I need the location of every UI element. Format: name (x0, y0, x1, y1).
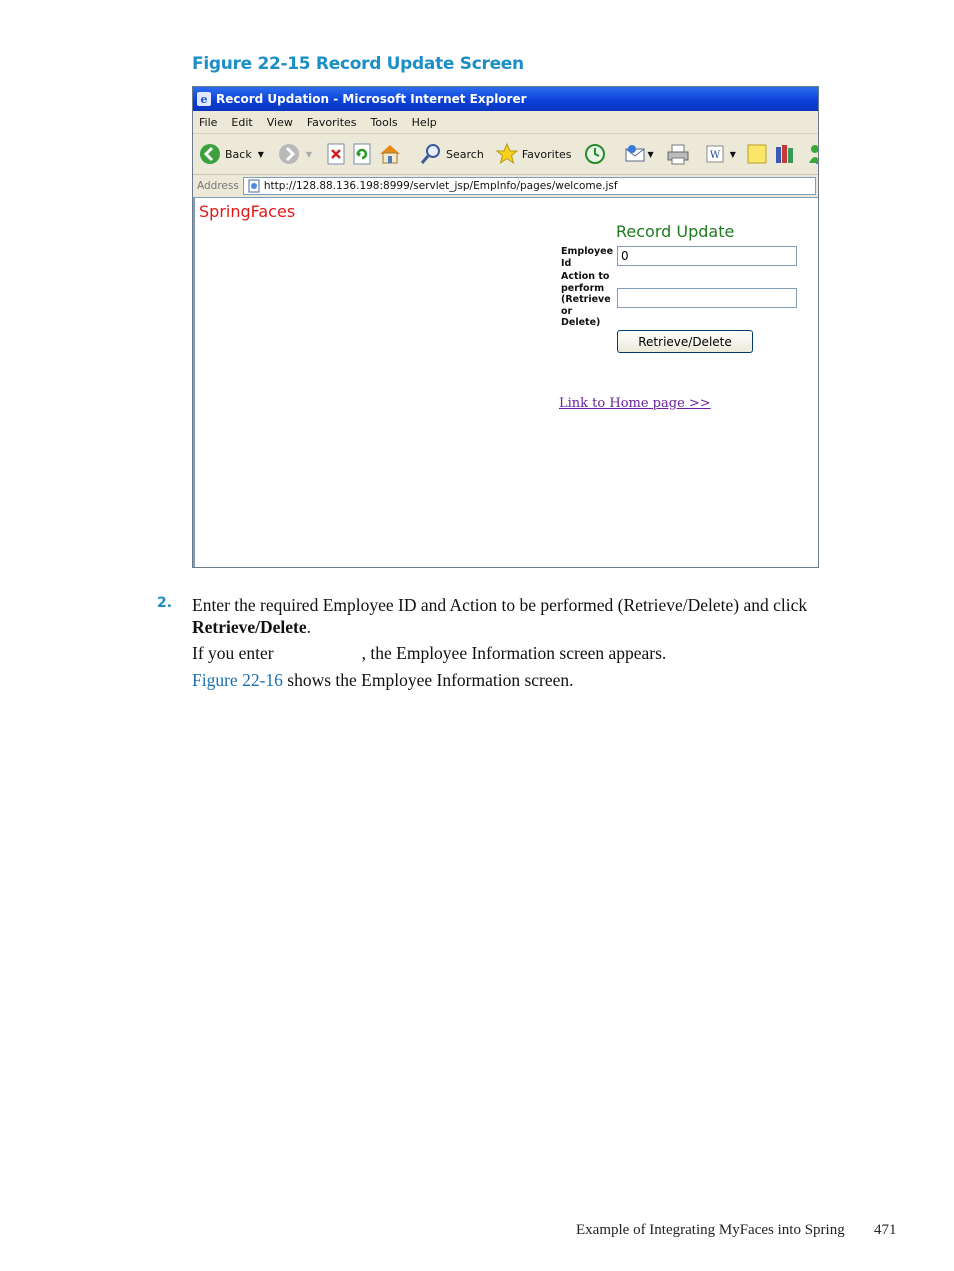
figure-ref-suffix: shows the Employee Information screen. (282, 670, 574, 690)
address-url: http://128.88.136.198:8999/servlet_jsp/EmpInfo/pages/welcome.jsf (263, 180, 618, 192)
employee-id-label: Employee Id (561, 246, 614, 269)
page-number: 471 (874, 1222, 897, 1238)
ie-logo-icon (197, 92, 211, 106)
research-books-icon (774, 143, 796, 165)
favorites-label: Favorites (521, 147, 572, 161)
back-label: Back (225, 147, 252, 161)
result-paragraph (192, 642, 666, 664)
step-paragraph: Enter the required Employee ID and Action to be performed (Retrieve/Delete) and click Retrieve/Delete. (192, 595, 808, 637)
form-title: Record Update (616, 222, 735, 241)
address-input[interactable] (243, 177, 816, 195)
svg-text:e: e (200, 93, 208, 106)
browser-screenshot (192, 86, 819, 568)
mail-icon (624, 143, 648, 165)
action-input[interactable] (617, 288, 797, 308)
mail-dropdown-icon[interactable]: ▼ (647, 149, 654, 159)
favorites-star-icon (496, 143, 518, 165)
print-button[interactable] (666, 143, 690, 165)
step-bold: Retrieve/Delete (192, 617, 307, 637)
step-number: 2. (157, 595, 173, 611)
messenger-icon (806, 143, 819, 165)
stop-icon (326, 143, 346, 165)
step-text: Enter the required Employee ID and Action to be performed (Retrieve/Delete) and click (192, 595, 808, 615)
discuss-button[interactable] (746, 143, 768, 165)
if-suffix: , the Employee Information screen appears. (361, 643, 667, 663)
research-button[interactable] (774, 143, 796, 165)
note-icon (746, 143, 768, 165)
if-prefix: If you enter (192, 643, 274, 663)
forward-arrow-icon (278, 143, 300, 165)
menu-tools[interactable]: Tools (370, 115, 398, 129)
page-icon (247, 179, 261, 193)
favorites-button[interactable] (496, 143, 572, 165)
figure-ref-link[interactable]: Figure 22-16 (192, 670, 283, 690)
search-button[interactable] (420, 143, 484, 165)
refresh-button[interactable] (352, 143, 372, 165)
menu-favorites[interactable]: Favorites (306, 115, 357, 129)
action-label: Action to perform (Retrieve or Delete) (561, 271, 611, 328)
browser-title-bar (193, 87, 818, 111)
figure-caption: Figure 22-15 Record Update Screen (192, 54, 524, 74)
footer-section-title: Example of Integrating MyFaces into Spring (576, 1222, 845, 1238)
brand-logo: SpringFaces (199, 202, 296, 221)
stop-button[interactable] (326, 143, 346, 165)
refresh-icon (352, 143, 372, 165)
messenger-button[interactable] (806, 143, 819, 165)
search-label: Search (446, 147, 484, 161)
back-dropdown-icon[interactable]: ▼ (257, 149, 264, 159)
browser-title: Record Updation - Microsoft Internet Explorer (216, 92, 527, 106)
back-arrow-icon (199, 143, 221, 165)
edit-dropdown-icon[interactable]: ▼ (729, 149, 736, 159)
menu-view[interactable]: View (266, 115, 293, 129)
mail-button[interactable] (624, 143, 654, 165)
browser-toolbar (193, 134, 818, 175)
word-icon (706, 145, 724, 163)
address-label: Address (197, 180, 239, 192)
figure-ref-paragraph (192, 669, 574, 691)
menu-file[interactable]: File (199, 115, 218, 129)
retrieve-delete-button[interactable]: Retrieve/Delete (617, 330, 753, 353)
menu-edit[interactable]: Edit (231, 115, 253, 129)
edit-word-button[interactable] (706, 145, 736, 163)
search-icon (420, 143, 442, 165)
employee-id-input[interactable] (617, 246, 797, 266)
home-icon (378, 143, 402, 165)
history-icon (584, 143, 606, 165)
svg-text:W: W (709, 150, 720, 161)
back-button[interactable] (199, 143, 264, 165)
print-icon (666, 143, 690, 165)
home-button[interactable] (378, 143, 402, 165)
menu-bar (193, 111, 818, 134)
menu-help[interactable]: Help (411, 115, 437, 129)
address-bar (193, 175, 818, 198)
home-page-link[interactable]: Link to Home page >> (559, 396, 711, 411)
forward-dropdown-icon[interactable]: ▼ (305, 149, 313, 159)
page-content (193, 198, 818, 568)
history-button[interactable] (584, 143, 606, 165)
forward-button[interactable] (278, 143, 312, 165)
